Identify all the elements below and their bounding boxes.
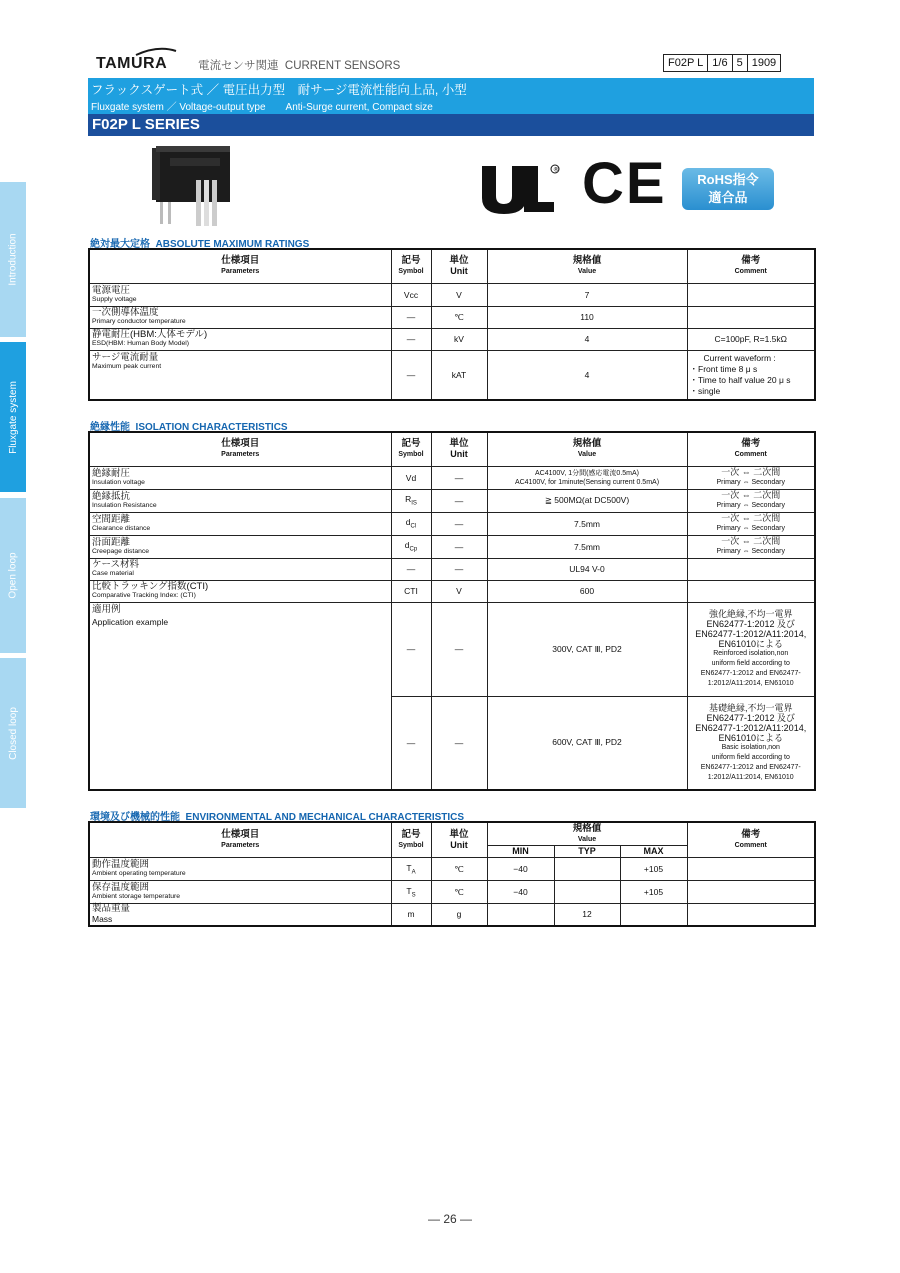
series-title: F02P L SERIES <box>88 114 814 136</box>
isolation-table: 仕様項目 Parameters 記号 Symbol 単位 Unit 規格値 Value 備考 Comment 絶縁耐圧 Insulation voltage Vd — AC4100V, 1分間(感応電流0.5mA) AC4100V, for 1minute(Sensing current 0.5mA) 一次 ⇔ 二次間 Primary ⇔ Secondary 絶縁抵抗 Insulation Resistance $R_{IS}$ — ≧ 500MΩ(at DC500V) 一次 ⇔ 二次間 Primary ⇔ Secondary 空間距離 Clearance distance $d_{Cl}$ — 7.5mm 一次 ⇔ 二次間 Primary ⇔ Secondary 沿面距離 Creepage distance $d_{Cp}$ — 7.5mm 一次 ⇔ 二次間 Primary ⇔ Secondary ケース材料 Case material — — UL94 V-0 比較トラッキング指数(CTI) Comparative Tracking Index: (CTI) CTI V 600 適用例 Application example — — 300V, CAT Ⅲ, PD2 強化絶縁,不均一電界 EN62477-1:2012 及び EN62477-1:2012/A11:2014, EN61010による Reinforced isolation,non uniform field according to EN62477-1:2012 and EN62477- 1:2012/A11:2014, EN61010 — — 600V, CAT Ⅲ, PD2 基礎絶縁,不均一電界 EN62477-1:2012 及び EN62477-1:2012/A11:2014, EN61010による Basic isolation,non uniform field according to EN62477-1:2012 and EN62477- 1:2012/A11:2014, EN61010 <box>88 431 816 791</box>
table-row: 空間距離 Clearance distance $d_{Cl}$ — 7.5mm 一次 ⇔ 二次間 Primary ⇔ Secondary <box>89 512 815 535</box>
table-row: 動作温度範囲 Ambient operating temperature $T_A$ ℃ −40 +105 <box>89 858 815 881</box>
environmental-table: 仕様項目 Parameters 記号 Symbol 単位 Unit 規格値 Value 備考 Comment MIN TYP MAX 動作温度範囲 Ambient operating temperature $T_A$ ℃ −40 +105 保存温度範囲 Ambient storage temperature $T_S$ ℃ −40 +105 製品重量 Mass m g 12 <box>88 821 816 927</box>
side-tab-closed-loop[interactable]: Closed loop <box>0 658 26 808</box>
section-title-absolute: 絶対最大定格 ABSOLUTE MAXIMUM RATINGS <box>90 239 310 250</box>
side-tab-introduction[interactable]: Introduction <box>0 182 26 337</box>
table-row: 一次側導体温度 Primary conductor temperature — ℃ 110 <box>89 306 815 328</box>
product-photo <box>150 140 240 228</box>
table-row: 絶縁耐圧 Insulation voltage Vd — AC4100V, 1分間(感応電流0.5mA) AC4100V, for 1minute(Sensing current 0.5mA) 一次 ⇔ 二次間 Primary ⇔ Secondary <box>89 466 815 489</box>
table-row: 製品重量 Mass m g 12 <box>89 904 815 926</box>
table-row: 静電耐圧(HBM:人体モデル) ESD(HBM: Human Body Model) — kV 4 C=100pF, R=1.5kΩ <box>89 328 815 350</box>
table-row: 絶縁抵抗 Insulation Resistance $R_{IS}$ — ≧ 500MΩ(at DC500V) 一次 ⇔ 二次間 Primary ⇔ Secondary <box>89 489 815 512</box>
ul-mark-icon <box>478 162 562 214</box>
table-row: 電源電圧 Supply voltage Vcc V 7 <box>89 283 815 306</box>
header-unit: 単位 Unit <box>431 249 487 283</box>
table-row: サージ電流耐量 Maximum peak current — kAT 4 Current waveform : ・Front time 8 μ s ・Time to half value 20 μ s ・single <box>89 350 815 400</box>
table-row: 沿面距離 Creepage distance $d_{Cp}$ — 7.5mm 一次 ⇔ 二次間 Primary ⇔ Secondary <box>89 535 815 558</box>
title-banner <box>88 78 814 114</box>
ce-mark: CE <box>582 151 667 216</box>
tamura-logo: TAMURA <box>96 55 167 73</box>
absolute-ratings-table <box>88 248 816 401</box>
header-parameters: 仕様項目 Parameters <box>89 249 391 283</box>
side-tab-open-loop[interactable]: Open loop <box>0 498 26 653</box>
section-title-environmental: 環境及び機械的性能 ENVIRONMENTAL AND MECHANICAL CHARACTERISTICS <box>90 812 465 823</box>
category-label: 電流センサ関連 CURRENT SENSORS <box>198 60 401 72</box>
rohs-badge: RoHS指令 適合品 <box>682 168 774 210</box>
table-row: ケース材料 Case material — — UL94 V-0 <box>89 558 815 580</box>
doc-code: F02P L 1/6 5 1909 <box>663 54 781 72</box>
banner-en: Fluxgate system ／ Voltage-output type Anti-Surge current, Compact size <box>91 102 433 113</box>
header-symbol: 記号 Symbol <box>391 249 431 283</box>
svg-text:®: ® <box>553 166 559 174</box>
table-row: 適用例 Application example — — 300V, CAT Ⅲ, PD2 強化絶縁,不均一電界 EN62477-1:2012 及び EN62477-1:2012/A11:2014, EN61010による Reinforced isolation,non uniform field according to EN62477-1:2012 and EN62477- 1:2012/A11:2014, EN61010 <box>89 602 815 696</box>
header-comment: 備考 Comment <box>687 249 815 283</box>
table-row: — — 600V, CAT Ⅲ, PD2 基礎絶縁,不均一電界 EN62477-1:2012 及び EN62477-1:2012/A11:2014, EN61010による Basic isolation,non uniform field according to EN62477-1:2012 and EN62477- 1:2012/A11:2014, EN61010 <box>89 696 815 790</box>
section-title-isolation: 絶縁性能 ISOLATION CHARACTERISTICS <box>90 422 288 433</box>
logo-swoosh-icon <box>96 45 180 65</box>
table-row: 保存温度範囲 Ambient storage temperature $T_S$ ℃ −40 +105 <box>89 881 815 904</box>
side-tab-fluxgate[interactable]: Fluxgate system <box>0 342 26 492</box>
banner-jp: フラックスゲート式 ／ 電圧出力型 耐サージ電流性能向上品, 小型 <box>91 83 467 97</box>
header-value: 規格値 Value <box>487 249 687 283</box>
surge-comment: Current waveform : ・Front time 8 μ s ・Time to half value 20 μ s ・single <box>687 350 815 400</box>
table-row: 比較トラッキング指数(CTI) Comparative Tracking Index: (CTI) CTI V 600 <box>89 580 815 602</box>
page-number: ― 26 ― <box>427 1212 472 1226</box>
